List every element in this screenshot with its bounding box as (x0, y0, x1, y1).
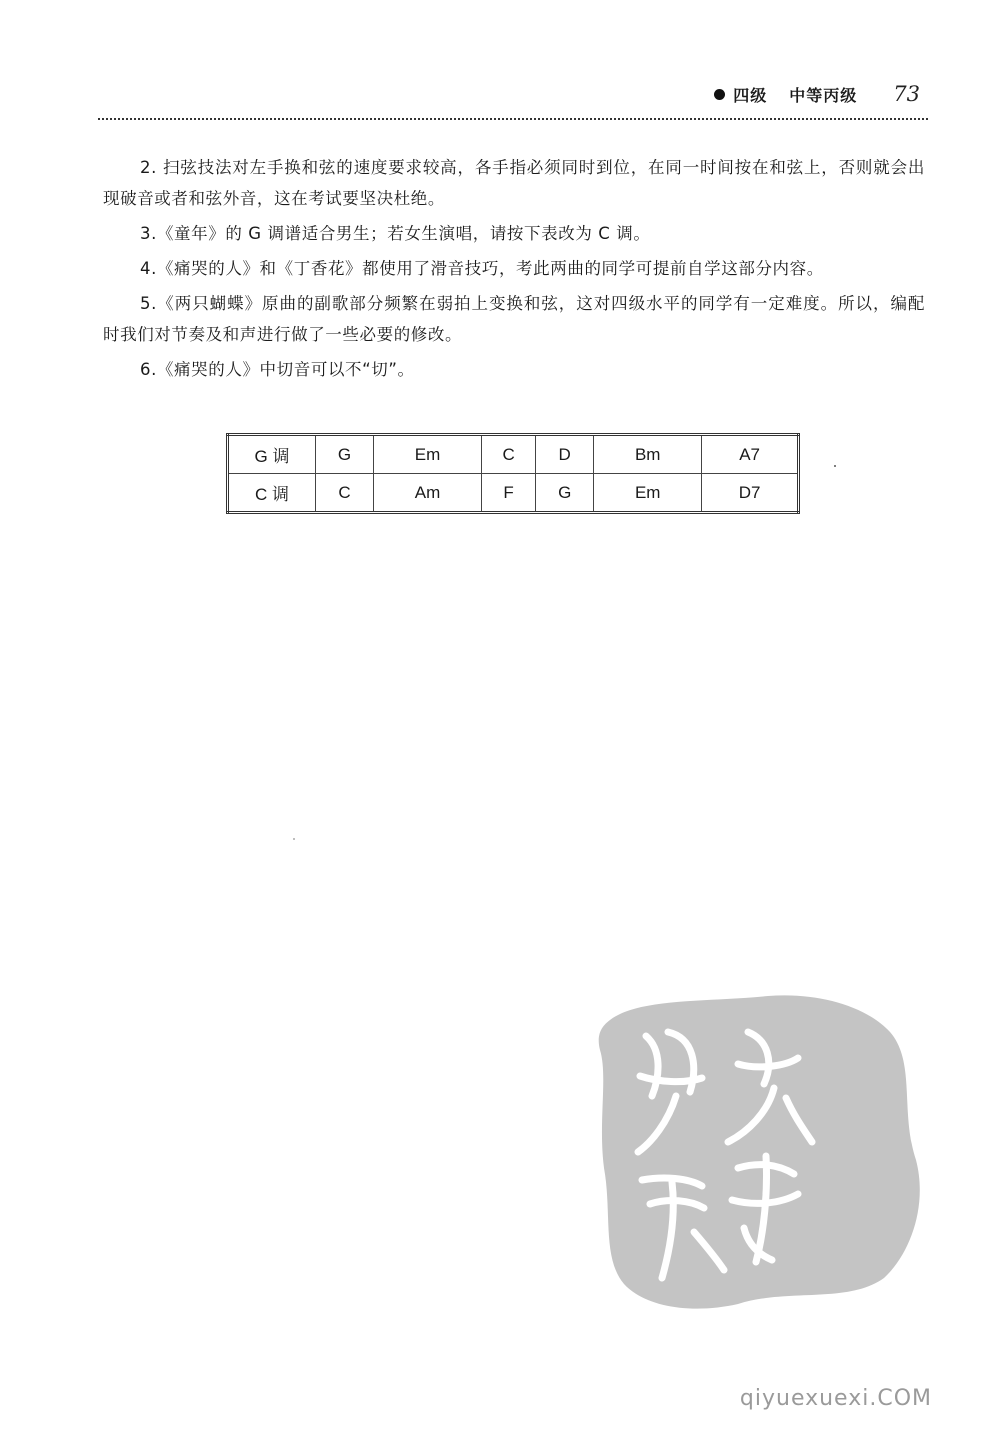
table-cell: G (536, 474, 594, 513)
chord-transpose-table (226, 433, 800, 514)
page-header (714, 82, 920, 112)
seal-stamp-icon (598, 992, 928, 1312)
stray-dot (834, 465, 836, 467)
header-section: 四级 (733, 86, 768, 105)
header-level: 中等丙级 (789, 86, 858, 105)
note-paragraph: 6.《痛哭的人》中切音可以不“切”。 (140, 360, 415, 379)
note-paragraph: 4.《痛哭的人》和《丁香花》都使用了滑音技巧，考此两曲的同学可提前自学这部分内容。 (140, 259, 824, 278)
header-divider (98, 118, 928, 120)
notes-body (103, 152, 925, 389)
table-row (228, 474, 799, 513)
table-cell: C 调 (228, 474, 316, 513)
table-cell: G (316, 435, 374, 474)
table-cell: Bm (594, 435, 702, 474)
table-cell: Em (594, 474, 702, 513)
table-cell: F (482, 474, 536, 513)
table-cell: G 调 (228, 435, 316, 474)
table-cell: Am (374, 474, 482, 513)
table-cell: D (536, 435, 594, 474)
bullet-icon (714, 89, 725, 100)
table-cell: Em (374, 435, 482, 474)
note-paragraph: 5.《两只蝴蝶》原曲的副歌部分频繁在弱拍上变换和弦，这对四级水平的同学有一定难度。所以，编配时我们对节奏及和声进行做了一些必要的修改。 (103, 294, 925, 344)
note-paragraph: 3.《童年》的 G 调谱适合男生；若女生演唱，请按下表改为 C 调。 (140, 224, 651, 243)
watermark: qiyuexuexi.COM (739, 1386, 932, 1411)
note-paragraph: 2. 扫弦技法对左手换和弦的速度要求较高，各手指必须同时到位，在同一时间按在和弦上，否则就会出现破音或者和弦外音，这在考试要坚决杜绝。 (103, 158, 925, 208)
table-cell: C (482, 435, 536, 474)
table-row (228, 435, 799, 474)
page-number: 73 (893, 82, 920, 106)
table-cell: D7 (702, 474, 799, 513)
table-cell: C (316, 474, 374, 513)
stray-dot (293, 838, 295, 840)
table-cell: A7 (702, 435, 799, 474)
